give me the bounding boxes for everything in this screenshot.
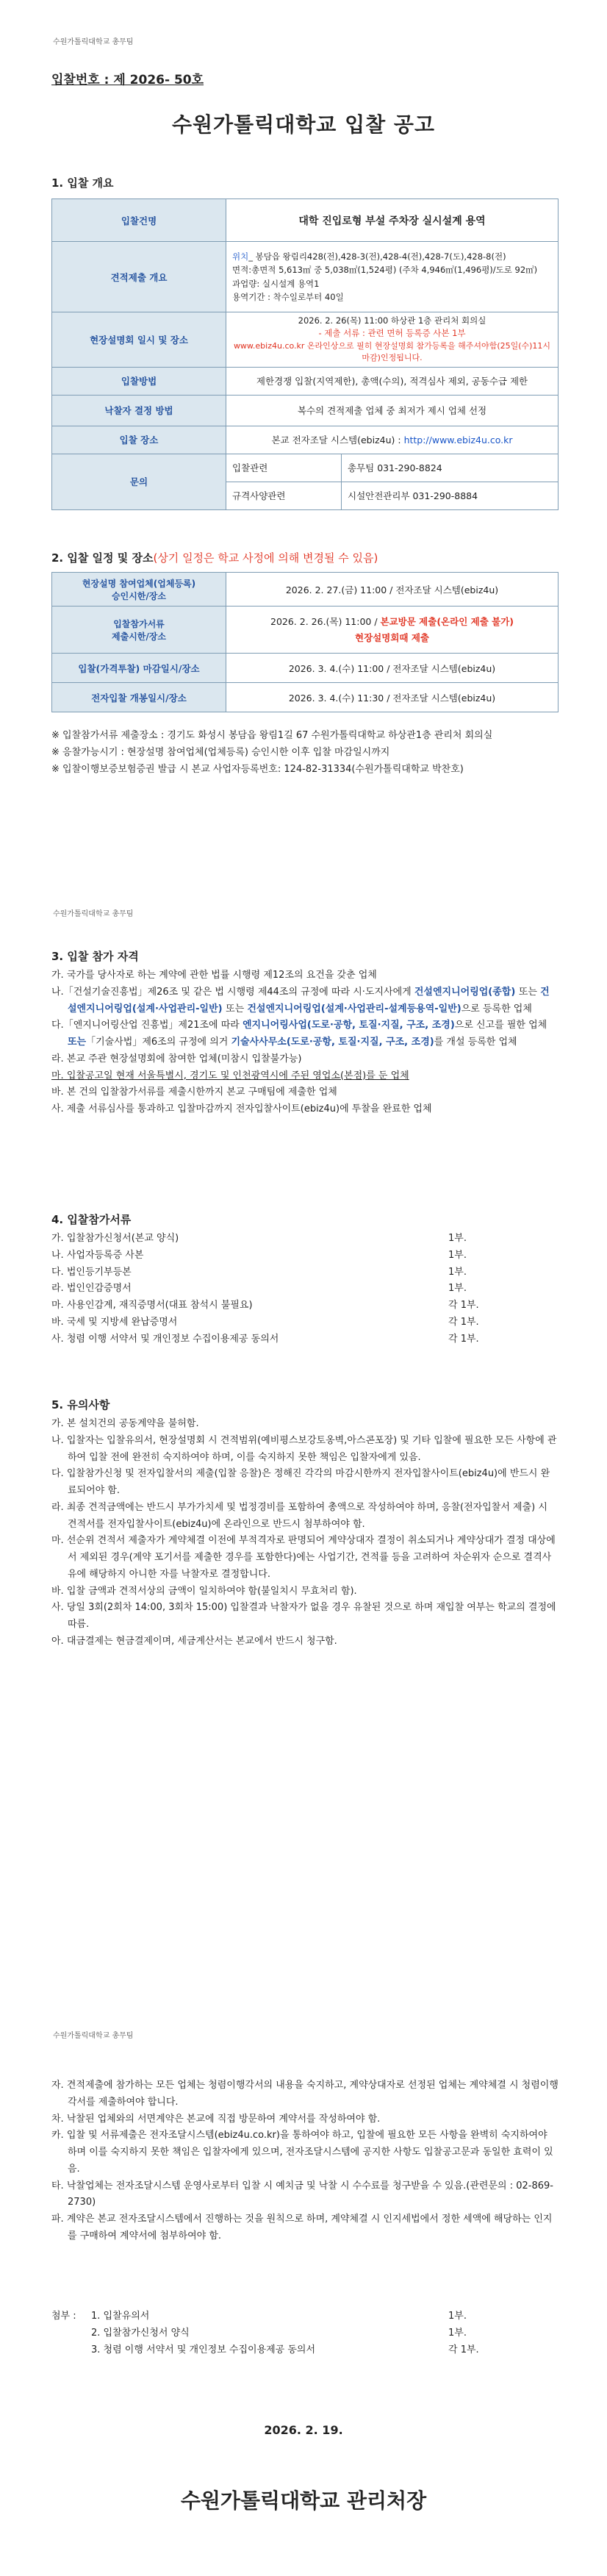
item-bold: 건설엔지니어링업(설계·사업관리-설계등용역-일반) xyxy=(247,1003,461,1015)
section2-note: (상기 일정은 학교 사정에 의해 변경될 수 있음) xyxy=(153,551,378,565)
site-line1: 2026. 2. 26(목) 11:00 하상관 1층 관리처 회의실 xyxy=(298,315,486,326)
list-item: 바. 본 건의 입찰참가서류를 제출시한까지 본교 구매팀에 제출한 업체 xyxy=(51,1087,337,1098)
winner-value: 복수의 견적제출 업체 중 최저가 제시 업체 선정 xyxy=(226,395,558,426)
item-text: 「기술사법」제6조의 규정에 의거 xyxy=(86,1037,231,1048)
schedule-label: 전자입찰 개봉일시/장소 xyxy=(52,683,226,712)
attach-qty: 1부. xyxy=(448,2327,467,2339)
method-value: 제한경쟁 입찰(지역제한), 총액(수의), 적격심사 제외, 공동수급 제한 xyxy=(226,367,558,395)
list-item: 라. 최종 견적금액에는 반드시 부가가치세 및 법정경비를 포함하여 총액으로 작성하여야 하며, 응찰(전자입찰서 제출) 시 견적서를 전자입찰사이트(ebiz4u)에 온라인으로 반드시 첨부하여야 함. xyxy=(51,1501,547,1530)
schedule-value: 2026. 2. 27.(금) 11:00 / 전자조달 시스템(ebiz4u) xyxy=(226,573,558,607)
schedule-value xyxy=(226,607,558,654)
list-item: 나. 입찰자는 입찰유의서, 현장설명회 시 견적범위(예비평스보강토옹벽,아스콘포장) 및 기타 입찰에 필요한 모든 사항에 관하여 입찰 전에 완전히 숙지하여야 하며, 이를 숙지하지 못한 책임은 입찰자에게 있음. xyxy=(51,1434,557,1463)
summary-label: 견적제출 개요 xyxy=(52,242,226,312)
attach-name: 2. 입찰참가신청서 양식 xyxy=(91,2327,190,2339)
schedule-label: 입찰(가격투찰) 마감일시/장소 xyxy=(52,654,226,683)
place-prefix: 본교 전자조달 시스템(ebiz4u) : xyxy=(271,434,404,446)
submit-note: 현장설명회때 제출 xyxy=(355,632,429,643)
doc-qty: 각 1부. xyxy=(448,1333,479,1345)
list-item xyxy=(51,984,558,1018)
notice-list xyxy=(51,1416,558,1650)
page-header: 수원가톨릭대학교 총무팀 xyxy=(53,2032,134,2040)
winner-label: 낙찰자 결정 방법 xyxy=(52,395,226,426)
notice-list-continued xyxy=(51,2078,558,2245)
name-label: 입찰건명 xyxy=(52,199,226,242)
list-item: 다. 입찰참가신청 및 전자입찰서의 제출(입찰 응찰)은 정해진 각각의 마감시한까지 전자입찰사이트(ebiz4u)에 반드시 완료되어야 함. xyxy=(51,1468,550,1496)
documents-list xyxy=(51,1231,558,1348)
inquiry-contact: 시설안전관리부 031-290-8884 xyxy=(342,482,558,509)
submit-method: 본교방문 제출(온라인 제출 불가) xyxy=(380,616,514,628)
doc-name: 다. 법인등기부등본 xyxy=(51,1266,132,1278)
item-text: 나.「건설기술진흥법」제26조 및 같은 법 시행령 제44조의 규정에 따라 시·도지사에게 xyxy=(51,986,414,998)
doc-qty: 각 1부. xyxy=(448,1316,479,1328)
list-item: 사. 당일 3회(2회차 14:00, 3회차 15:00) 입찰결과 낙찰자가 없을 경우 유찰된 것으로 하며 재입찰 여부는 학교의 결정에 따름. xyxy=(51,1602,556,1630)
page-header: 수원가톨릭대학교 총무팀 xyxy=(53,910,134,918)
summary-line: 과업량: 실시설계 용역1 xyxy=(232,278,320,289)
schedule-notes xyxy=(51,728,558,778)
list-item: 자. 견적제출에 참가하는 모든 업체는 청렴이행각서의 내용을 숙지하고, 계약상대자로 선정된 업체는 계약체결 시 청렴이행각서를 제출하여야 합니다. xyxy=(51,2080,558,2108)
list-item: 타. 낙찰업체는 전자조달시스템 운영사로부터 입찰 시 예치금 및 낙찰 시 수수료를 청구받을 수 있음.(관련문의 : 02-869-2730) xyxy=(51,2180,553,2208)
item-text: 를 개설 등록한 업체 xyxy=(434,1037,517,1048)
list-item: 카. 입찰 및 서류제출은 전자조달시스템(ebiz4u.co.kr)을 통하여야 하고, 입찰에 필요한 모든 사항을 완벽히 숙지하여야 하며 이를 숙지하지 못한 책임은 입찰자에게 있으며, 전자조달시스템에 공지한 사항도 입찰공고문과 동일한 효력이 있음. xyxy=(51,2130,553,2175)
item-bold: 기술사사무소(도로·공항, 토질·지질, 구조, 조경) xyxy=(231,1037,434,1048)
section1-heading: 1. 입찰 개요 xyxy=(51,176,114,190)
inquiry-label: 문의 xyxy=(52,454,226,509)
schedule-time: 2026. 2. 26.(목) 11:00 / xyxy=(270,616,381,628)
list-item: 가. 본 설치건의 공동계약을 불허함. xyxy=(51,1418,199,1429)
attach-row xyxy=(51,2308,558,2325)
item-bold: 건설엔지니어링업(설계·사업관리-일반) xyxy=(68,986,550,1015)
attach-qty: 1부. xyxy=(448,2311,467,2322)
doc-qty: 1부. xyxy=(448,1233,467,1244)
doc-qty: 1부. xyxy=(448,1283,467,1295)
schedule-value: 2026. 3. 4.(수) 11:30 / 전자조달 시스템(ebiz4u) xyxy=(226,683,558,712)
site-line3: www.ebiz4u.co.kr 온라인상으로 필히 현장설명회 참가등록을 해주셔야함(25일(수)11시 마감)인정됩니다. xyxy=(233,340,551,362)
section2-heading xyxy=(51,550,378,565)
attach-row xyxy=(51,2325,558,2342)
item-bold: 또는 xyxy=(68,1037,87,1048)
attach-label: 첨부 : xyxy=(51,2311,76,2322)
doc-name: 나. 사업자등록증 사본 xyxy=(51,1249,144,1261)
item-bold: 엔지니어링사업(도로·공항, 토질·지질, 구조, 조경) xyxy=(243,1020,455,1031)
bid-number: 입찰번호 : 제 2026- 50호 xyxy=(51,73,204,87)
doc-row xyxy=(51,1281,558,1298)
list-item: 마. 입찰공고일 현재 서울특별시, 경기도 및 인천광역시에 주된 영업소(본점)를 둔 업체 xyxy=(51,1070,409,1081)
attach-qty: 각 1부. xyxy=(448,2344,479,2355)
note-item: ※ 입찰참가서류 제출장소 : 경기도 화성시 봉담읍 왕림1길 67 수원가톨릭대학교 하상관1층 관리처 회의실 xyxy=(51,730,493,741)
attach-name: 3. 청렴 이행 서약서 및 개인정보 수집이용제공 동의서 xyxy=(91,2344,316,2355)
method-label: 입찰방법 xyxy=(52,367,226,395)
doc-row xyxy=(51,1231,558,1248)
place-label: 입찰 장소 xyxy=(52,426,226,454)
section5-heading: 5. 유의사항 xyxy=(51,1398,110,1412)
attachments xyxy=(51,2308,558,2358)
list-item: 마. 선순위 견적서 제출자가 계약체결 이전에 부적격자로 판명되어 계약상대자 결정이 취소되거나 계약상대가 결정 대상에서 제외된 경우(계약 포기서를 제출한 경우를 포함한다)에는 사업기간, 견적률 등을 고려하여 차순위자 순으로 결격사유에 해당하지 아니한 자를 낙찰자로 결정합니다. xyxy=(51,1535,556,1580)
doc-name: 사. 청렴 이행 서약서 및 개인정보 수집이용제공 동의서 xyxy=(51,1333,279,1345)
section3-heading: 3. 입찰 참가 자격 xyxy=(51,950,139,963)
doc-row xyxy=(51,1331,558,1348)
list-item: 사. 제출 서류심사를 통과하고 입찰마감까지 전자입찰사이트(ebiz4u)에 투찰을 완료한 업체 xyxy=(51,1103,432,1115)
item-text: 으로 등록한 업체 xyxy=(461,1003,532,1015)
list-item xyxy=(51,1017,558,1051)
attach-name: 1. 입찰유의서 xyxy=(91,2311,150,2322)
item-text: 또는 xyxy=(226,1003,248,1015)
list-item: 파. 계약은 본교 전자조달시스템에서 진행하는 것을 원칙으로 하며, 계약체결 시 인지세법에서 정한 세액에 해당하는 인지를 구매하여 계약서에 첨부하여야 함. xyxy=(51,2214,553,2242)
location-link[interactable]: 위치 xyxy=(232,251,249,262)
section4-heading: 4. 입찰참가서류 xyxy=(51,1213,132,1226)
place-value xyxy=(226,426,558,454)
note-item: ※ 응찰가능시기 : 현장설명 참여업체(업체등록) 승인시한 이후 입찰 마감일시까지 xyxy=(51,746,390,758)
list-item: 라. 본교 주관 현장설명회에 참여한 업체(미참시 입찰불가능) xyxy=(51,1053,302,1065)
schedule-table xyxy=(51,572,558,712)
doc-row xyxy=(51,1314,558,1331)
schedule-value: 2026. 3. 4.(수) 11:00 / 전자조달 시스템(ebiz4u) xyxy=(226,654,558,683)
list-item: 아. 대금결제는 현금결제이며, 세금계산서는 본교에서 반드시 청구함. xyxy=(51,1635,337,1647)
list-item: 바. 입찰 금액과 견적서상의 금액이 일치하여야 함(불일치시 무효처리 함). xyxy=(51,1585,357,1597)
section2-title: 2. 입찰 일정 및 장소 xyxy=(51,551,154,565)
notice-date: 2026. 2. 19. xyxy=(264,2423,343,2437)
site-label: 현장설명회 일시 및 장소 xyxy=(52,312,226,368)
schedule-label: 현장설명 참여업체(업체등록) 승인시한/장소 xyxy=(52,573,226,607)
doc-row xyxy=(51,1248,558,1264)
schedule-label: 입찰참가서류 제출시한/장소 xyxy=(52,607,226,654)
qualification-list xyxy=(51,967,558,1118)
page-header: 수원가톨릭대학교 총무팀 xyxy=(53,38,134,46)
inquiry-dept: 규격사양관련 xyxy=(226,482,342,509)
item-text: 으로 신고를 필한 업체 xyxy=(454,1020,547,1031)
doc-name: 마. 사용인감계, 재직증명서(대표 참석시 불필요) xyxy=(51,1300,253,1311)
note-item: ※ 입찰이행보증보험증권 발급 시 본교 사업자등록번호: 124-82-31334(수원가톨릭대학교 박찬호) xyxy=(51,763,464,775)
site-line2: - 제출 서류 : 관련 면허 등록증 사본 1부 xyxy=(318,328,466,339)
doc-name: 가. 입찰참가신청서(본교 양식) xyxy=(51,1233,179,1244)
doc-row xyxy=(51,1264,558,1281)
signature: 수원가톨릭대학교 관리처장 xyxy=(180,2489,427,2513)
doc-name: 바. 국세 및 지방세 완납증명서 xyxy=(51,1316,178,1328)
summary-line: 면적:총면적 5,613㎡ 중 5,038㎡(1,524평) (주차 4,946㎡(1,496평)/도로 92㎡) xyxy=(232,265,538,276)
page-title: 수원가톨릭대학교 입찰 공고 xyxy=(171,112,436,137)
doc-row xyxy=(51,1298,558,1314)
doc-qty: 각 1부. xyxy=(448,1300,479,1311)
list-item: 가. 국가를 당사자로 하는 계약에 관한 법률 시행령 제12조의 요건을 갖춘 업체 xyxy=(51,970,377,981)
list-item: 차. 낙찰된 업체와의 서면계약은 본교에 직접 방문하여 계약서를 작성하여야 함. xyxy=(51,2113,381,2125)
inquiry-dept: 입찰관련 xyxy=(226,454,342,482)
doc-name: 라. 법인인감증명서 xyxy=(51,1283,132,1295)
inquiry-contact: 총무팀 031-290-8824 xyxy=(342,454,558,482)
name-value: 대학 진입로형 부설 주차장 실시설계 용역 xyxy=(226,199,558,242)
ebiz-link[interactable]: http://www.ebiz4u.co.kr xyxy=(403,434,513,446)
item-text: 다.「엔지니어링산업 진흥법」제21조에 따라 xyxy=(51,1020,243,1031)
item-text: 또는 xyxy=(518,986,541,998)
item-bold: 건설엔지니어링업(종합) xyxy=(414,986,519,998)
doc-qty: 1부. xyxy=(448,1249,467,1261)
attach-row xyxy=(51,2342,558,2359)
overview-table xyxy=(51,198,558,510)
doc-qty: 1부. xyxy=(448,1266,467,1278)
summary-line: 위치_ 봉담읍 왕림리428(전),428-3(전),428-4(전),428-7(도),428-8(전) xyxy=(232,251,506,262)
summary-line: 용역기간 : 착수일로부터 40일 xyxy=(232,291,344,302)
